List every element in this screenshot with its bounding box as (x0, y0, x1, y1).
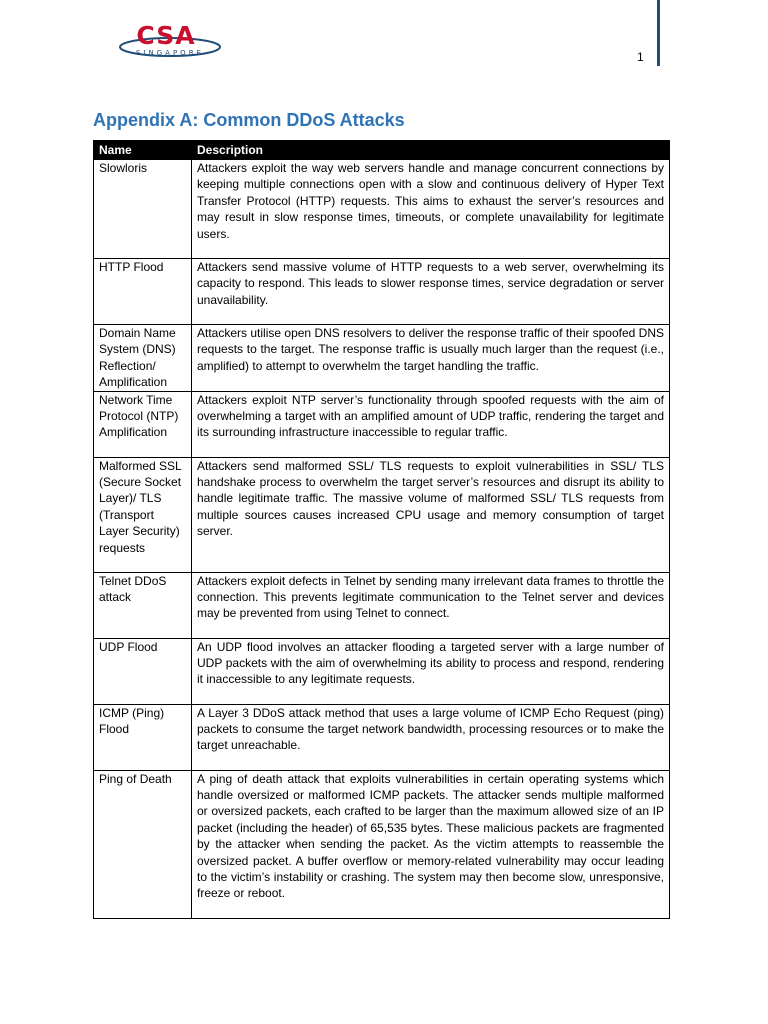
table-row (94, 770, 670, 918)
attack-name: UDP Flood (94, 638, 192, 704)
attack-name: Network Time Protocol (NTP) Amplification (94, 391, 192, 457)
attack-name: ICMP (Ping) Flood (94, 704, 192, 770)
attack-name: Malformed SSL (Secure Socket Layer)/ TLS (Transport Layer Security) requests (94, 457, 192, 572)
attack-description: Attackers exploit defects in Telnet by sending many irrelevant data frames to throttle the connection. This prevents legitimate communication to the Telnet server and devices may be prevented from using Telnet to connect. (192, 572, 670, 638)
attack-name: Slowloris (94, 160, 192, 259)
attack-description: Attackers exploit NTP server’s functionality through spoofed requests with the aim of overwhelming a target with an amplified amount of UDP traffic, rendering the target and its surrounding infrastructure inaccessible to regular traffic. (192, 391, 670, 457)
table-row (94, 391, 670, 457)
svg-text:CSA: CSA (136, 21, 196, 50)
column-header-description: Description (192, 141, 670, 160)
ddos-attacks-table (93, 140, 670, 919)
attack-description: A ping of death attack that exploits vulnerabilities in certain operating systems which handle oversized or malformed ICMP packets. The attacker sends multiple malformed or oversized packets, each crafted to be larger than the maximum allowed size of an IP packet (including the header) of 65,535 bytes. These malicious packets are fragmented by the attacker when sending the packet. As the victim attempts to reassemble the oversized packet. A buffer overflow or memory-related vulnerability may occur leading to the victim’s instability or crashing. The system may then become slow, unresponsive, freeze or reboot. (192, 770, 670, 918)
csa-logo (110, 20, 222, 64)
csa-logo-mark (110, 20, 222, 64)
attack-name: Telnet DDoS attack (94, 572, 192, 638)
attack-name: Ping of Death (94, 770, 192, 918)
header-accent-bar (657, 0, 660, 66)
table-row (94, 259, 670, 325)
attack-description: A Layer 3 DDoS attack method that uses a large volume of ICMP Echo Request (ping) packets to consume the target network bandwidth, processing resources or to make the target unreachable. (192, 704, 670, 770)
table-header-row (94, 141, 670, 160)
attack-description: Attackers send malformed SSL/ TLS requests to exploit vulnerabilities in SSL/ TLS handshake process to overwhelm the target server’s resources and disrupt its ability to handle legitimate traffic. The massive volume of malformed SSL/ TLS requests from multiple sources causes increased CPU usage and memory consumption of target server. (192, 457, 670, 572)
attack-description: Attackers send massive volume of HTTP requests to a web server, overwhelming its capacity to respond. This leads to slower response times, service degradation or server unavailability. (192, 259, 670, 325)
page-number: 1 (637, 50, 644, 64)
attack-description: Attackers exploit the way web servers handle and manage concurrent connections by keeping multiple connections open with a slow and continuous delivery of Hyper Text Transfer Protocol (HTTP) requests. This aims to exhaust the server’s resources and may result in slow response times, timeouts, or complete unavailability for legitimate users. (192, 160, 670, 259)
column-header-name: Name (94, 141, 192, 160)
attack-name: HTTP Flood (94, 259, 192, 325)
table-row (94, 638, 670, 704)
table-row (94, 704, 670, 770)
attack-name: Domain Name System (DNS) Reflection/ Amplification (94, 325, 192, 392)
table-row (94, 160, 670, 259)
table-row (94, 457, 670, 572)
svg-text:SINGAPORE: SINGAPORE (136, 49, 204, 57)
table-row (94, 325, 670, 392)
attack-description: An UDP flood involves an attacker flooding a targeted server with a large number of UDP packets with the aim of overwhelming its ability to process and respond, rendering it inaccessible to any legitimate requests. (192, 638, 670, 704)
page-title: Appendix A: Common DDoS Attacks (93, 110, 405, 130)
attack-description: Attackers utilise open DNS resolvers to deliver the response traffic of their spoofed DNS requests to the target. The response traffic is usually much larger than the request (i.e., amplified) to attempt to overwhelm the target handling the traffic. (192, 325, 670, 392)
table-row (94, 572, 670, 638)
